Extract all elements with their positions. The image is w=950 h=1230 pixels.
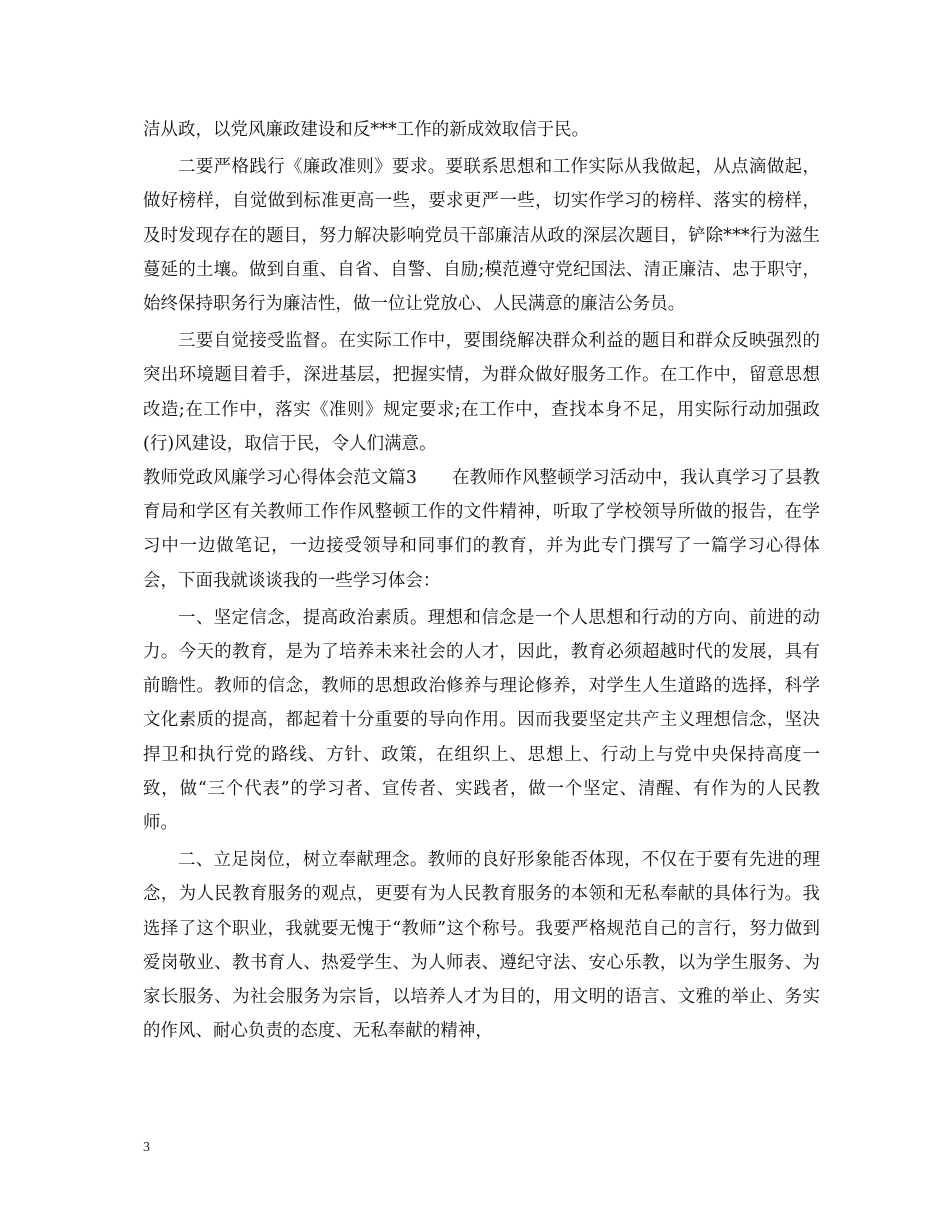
paragraph-article-three-intro: 教师党政风廉学习心得体会范文篇3 在教师作风整顿学习活动中，我认真学习了县教育局和学区有关教师工作作风整顿工作的文件精神，听取了学校领导所做的报告，在学习中一边做笔记，一边接受领导和同事们的教育，并为此专门撰写了一篇学习心得体会，下面我就谈谈我的一些学习体会： bbox=[143, 468, 820, 591]
paragraph-third-requirement: 三要自觉接受监督。在实际工作中，要围绕解决群众利益的题目和群众反映强烈的突出环境题目着手，深进基层，把握实情，为群众做好服务工作。在工作中，留意思想改造;在工作中，落实《准则》规定要求;在工作中，查找本身不足，用实际行动加强政(行)风建设，取信于民，令人们满意。 bbox=[143, 331, 820, 454]
paragraph-dedication: 二、立足岗位，树立奉献理念。教师的良好形象能否体现，不仅在于要有先进的理念，为人民教育服务的观点，更要有为人民教育服务的本领和无私奉献的具体行为。我选择了这个职业，我就要无愧于“教师”这个称号。我要严格规范自己的言行，努力做到爱岗敬业、教书育人、热爱学生、为人师表、遵纪守法、安心乐教，以为学生服务、为家长服务、为社会服务为宗旨，以培养人才为目的，用文明的语言、文雅的举止、务实的作风、耐心负责的态度、无私奉献的精神， bbox=[143, 850, 820, 1042]
paragraph-second-requirement: 二要严格践行《廉政准则》要求。要联系思想和工作实际从我做起，从点滴做起，做好榜样，自觉做到标准更高一些，要求更严一些，切实作学习的榜样、落实的榜样，及时发现存在的题目，努力解决影响党员干部廉洁从政的深层次题目，铲除***行为滋生蔓延的土壤。做到自重、自省、自警、自励;模范遵守党纪国法、清正廉洁、忠于职守，始终保持职务行为廉洁性，做一位让党放心、人民满意的廉洁公务员。 bbox=[143, 157, 820, 315]
paragraph-continuation: 洁从政，以党风廉政建设和反***工作的新成效取信于民。 bbox=[143, 120, 590, 140]
page-number: 3 bbox=[143, 1140, 150, 1155]
paragraph-firm-belief: 一、坚定信念，提高政治素质。理想和信念是一个人思想和行动的方向、前进的动力。今天的教育，是为了培养未来社会的人才，因此，教育必须超越时代的发展，具有前瞻性。教师的信念，教师的思想政治修养与理论修养，对学生人生道路的选择，科学文化素质的提高，都起着十分重要的导向作用。因而我要坚定共产主义理想信念，坚决捍卫和执行党的路线、方针、政策，在组织上、思想上、行动上与党中央保持高度一致，做“三个代表”的学习者、宣传者、实践者，做一个坚定、清醒、有作为的人民教师。 bbox=[143, 607, 820, 834]
document-body bbox=[143, 113, 820, 1048]
